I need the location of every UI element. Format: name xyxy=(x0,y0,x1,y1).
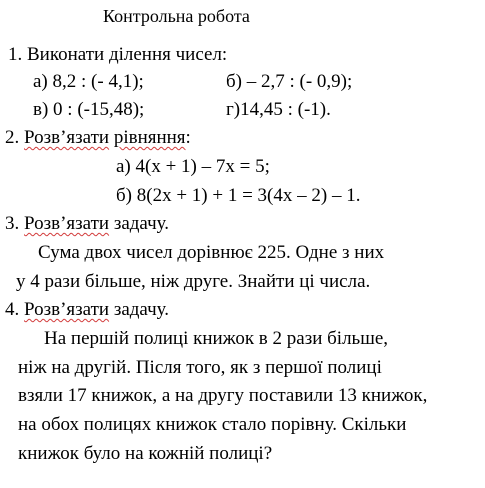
task-3-number: 3. xyxy=(5,213,20,234)
task-3-line-2: у 4 рази більше, ніж друге. Знайти ці числа. xyxy=(16,271,371,292)
task-4-word-task: задачу. xyxy=(113,299,169,320)
task-2-word-solve: Розв’язати xyxy=(24,127,110,148)
task-2-number: 2. xyxy=(5,127,20,148)
task-4-line-4: на обох полицях книжок стало порівну. Скільки xyxy=(18,414,407,435)
page-title: Контрольна робота xyxy=(103,6,250,26)
task-1-text: Виконати ділення чисел: xyxy=(27,44,228,65)
task-4-line-5: книжок було на кожній полиці? xyxy=(18,443,273,464)
task-4-line-1: На першій полиці книжок в 2 рази більше, xyxy=(44,328,389,349)
task-3-line-1: Сума двох чисел дорівнює 225. Одне з них xyxy=(38,242,385,263)
task-1-item-b: б) – 2,7 : (- 0,9); xyxy=(226,71,353,92)
task-4-line-2: ніж на другій. Після того, як з першої полиці xyxy=(18,357,382,378)
task-1-item-g: г)14,45 : (-1). xyxy=(226,99,331,120)
task-3-word-task: задачу. xyxy=(113,213,169,234)
task-1-number: 1. xyxy=(8,44,23,65)
task-4-heading xyxy=(5,299,169,321)
task-3-heading xyxy=(5,213,169,235)
task-3-word-solve: Розв’язати xyxy=(24,213,110,234)
task-2-word-equation: рівняння xyxy=(113,127,186,148)
task-2-heading xyxy=(5,127,191,149)
task-4-number: 4. xyxy=(5,299,20,320)
task-1-item-v: в) 0 : (-15,48); xyxy=(33,99,145,120)
task-2-item-b: б) 8(2х + 1) + 1 = 3(4х – 2) – 1. xyxy=(116,185,361,206)
task-1-heading xyxy=(8,44,227,66)
task-4-line-3: взяли 17 книжок, а на другу поставили 13 книжок, xyxy=(18,385,428,406)
task-1-item-a: а) 8,2 : (- 4,1); xyxy=(33,71,144,92)
task-4-word-solve: Розв’язати xyxy=(24,299,110,320)
task-2-colon: : xyxy=(185,127,191,148)
task-2-item-a: а) 4(х + 1) – 7х = 5; xyxy=(116,156,270,177)
